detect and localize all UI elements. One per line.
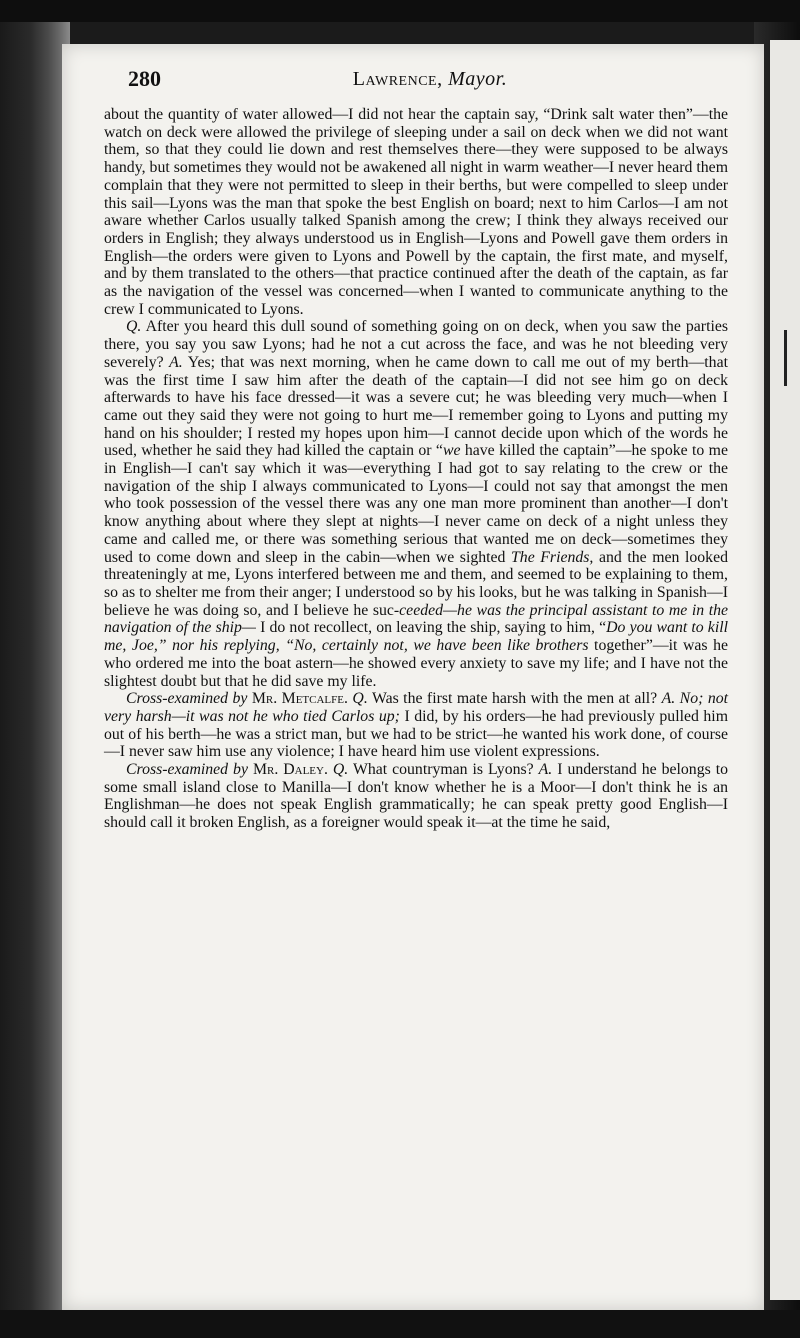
book-page xyxy=(62,44,764,1310)
answer-text-1: Yes; that was next morning, when he came down to call me out of my berth—that was the first time I saw him after the death of the captain—I did not see him go on deck afterwards to have his face dressed—it was a severe cut; he was bleeding very much—when I came out they said they were not going to hurt me—I remember going to Lyons and putting my hand on his shoulder; I rested my hopes upon him—I cannot decide upon which of the words he used, whether he said they had killed the captain or “ xyxy=(104,353,728,460)
answer-emphasis-we: we xyxy=(442,442,461,460)
paragraph-3 xyxy=(104,690,728,761)
body-text xyxy=(104,106,728,832)
counsel-name-1: Mr. Metcalfe. xyxy=(251,690,348,708)
answer-marker-4: A. xyxy=(538,761,553,779)
answer-marker: A. xyxy=(169,353,183,371)
answer-text-2: have killed the captain”—he spoke to me in English—I can't say which it was—everything I had got to say relating to the crew or the navigation of the ship I always communicated to Lyons—I could not say that amongst the men who took possession of the vessel there was any one man more prominent than another—I don't know anything about where they slept at nights—I never came on deck of a night unless they came and called me, or there was something serious that wanted me on deck—sometimes they used to come down and sleep in the cabin—when we sighted xyxy=(104,442,728,566)
paragraph-1: about the quantity of water allowed—I did not hear the captain say, “Drink salt water then”—the watch on deck were allowed the privilege of sleeping under a sail on deck when we did not want them, so that they could lie down and rest themselves there—they were supposed to be always handy, but sometimes they would not be awakened all night in warm weather—I never heard them complain that they were not permitted to sleep in their berths, but were compelled to sleep under this sail—Lyons was the man that spoke the best English on board; next to him Carlos—I am not aware whether Carlos usually talked Spanish among the crew; I think they always received our orders in English; they always understood us in English—Lyons and Powell gave them orders in English—the orders were given to Lyons and Powell by the captain, the first mate, and myself, and by them translated to the others—that practice continued after the death of the captain, as far as the navigation of the vessel was concerned—when I wanted to communicate anything to the crew I communicated to Lyons. xyxy=(104,106,728,318)
question-text-3: Was the first mate harsh with the men at all? xyxy=(371,690,658,708)
answer-text-4: I do not recollect, on leaving the ship, saying to him, “ xyxy=(260,619,607,637)
question-text: After you heard this dull sound of something going on on deck, when you saw the parties there, you say you saw Lyons; had he not a cut across the face, and was he not bleeding very severely? xyxy=(104,318,729,371)
paragraph-4 xyxy=(104,761,728,832)
answer-text-3: and the men looked threateningly at me, Lyons interfered between me and them, and seemed to be explaining to them, so as to shelter me from their anger; I understood so by his looks, but he was talking in Spanish—I believe he was doing so, and I believe he suc- xyxy=(104,548,728,619)
cross-exam-lead-2: Cross-examined by xyxy=(126,761,248,779)
answer-italic-passage-2: Do you want to kill me, Joe,” nor his replying, “No, certainly not, we have been like brothers xyxy=(104,619,728,655)
counsel-name-2: Mr. Daley. xyxy=(252,761,328,779)
scan-top-border xyxy=(0,0,800,22)
question-marker-4: Q. xyxy=(332,761,349,779)
facing-page-mark xyxy=(784,330,787,386)
answer-text-5: together”—it was he who ordered me into the boat astern—he showed every anxiety to save my life; and I have not the slightest doubt but that he did save my life. xyxy=(104,637,728,690)
running-head-title: Mayor. xyxy=(448,68,508,90)
page-number: 280 xyxy=(128,66,161,91)
question-marker-3: Q. xyxy=(352,690,368,708)
question-marker: Q. xyxy=(126,318,142,336)
answer-italic-3: A. No; not very harsh—it was not he who tied Carlos up; xyxy=(104,690,729,725)
scan-bottom-border xyxy=(0,1310,800,1338)
answer-text-3b: I did, by his orders—he had previously pulled him out of his berth—he was a strict man, but we had to be strict—he wanted his work done, of course—I never saw him use any violence; I have heard him use violent expressions. xyxy=(104,707,728,761)
answer-italic-passage-1: ceeded—he was the principal assistant to me in the navigation of the ship— xyxy=(104,601,728,637)
running-head xyxy=(128,68,732,91)
book-spine-shadow xyxy=(0,22,70,1310)
cross-exam-lead-1: Cross-examined by xyxy=(126,690,248,708)
ship-name: The Friends, xyxy=(511,548,594,566)
page-header xyxy=(128,66,732,96)
facing-page-edge xyxy=(770,40,800,1300)
answer-text-4b: I understand he belongs to some small island close to Manilla—I don't know whether he is a Moor—I don't think he is an Englishman—he does not speak English grammatically; he can speak pretty good English—I should call it broken English, as a foreigner would speak it—at the time he said, xyxy=(104,761,728,832)
running-head-name: Lawrence, xyxy=(352,68,443,90)
paragraph-2 xyxy=(104,318,728,690)
question-text-4: What countryman is Lyons? xyxy=(352,761,534,779)
